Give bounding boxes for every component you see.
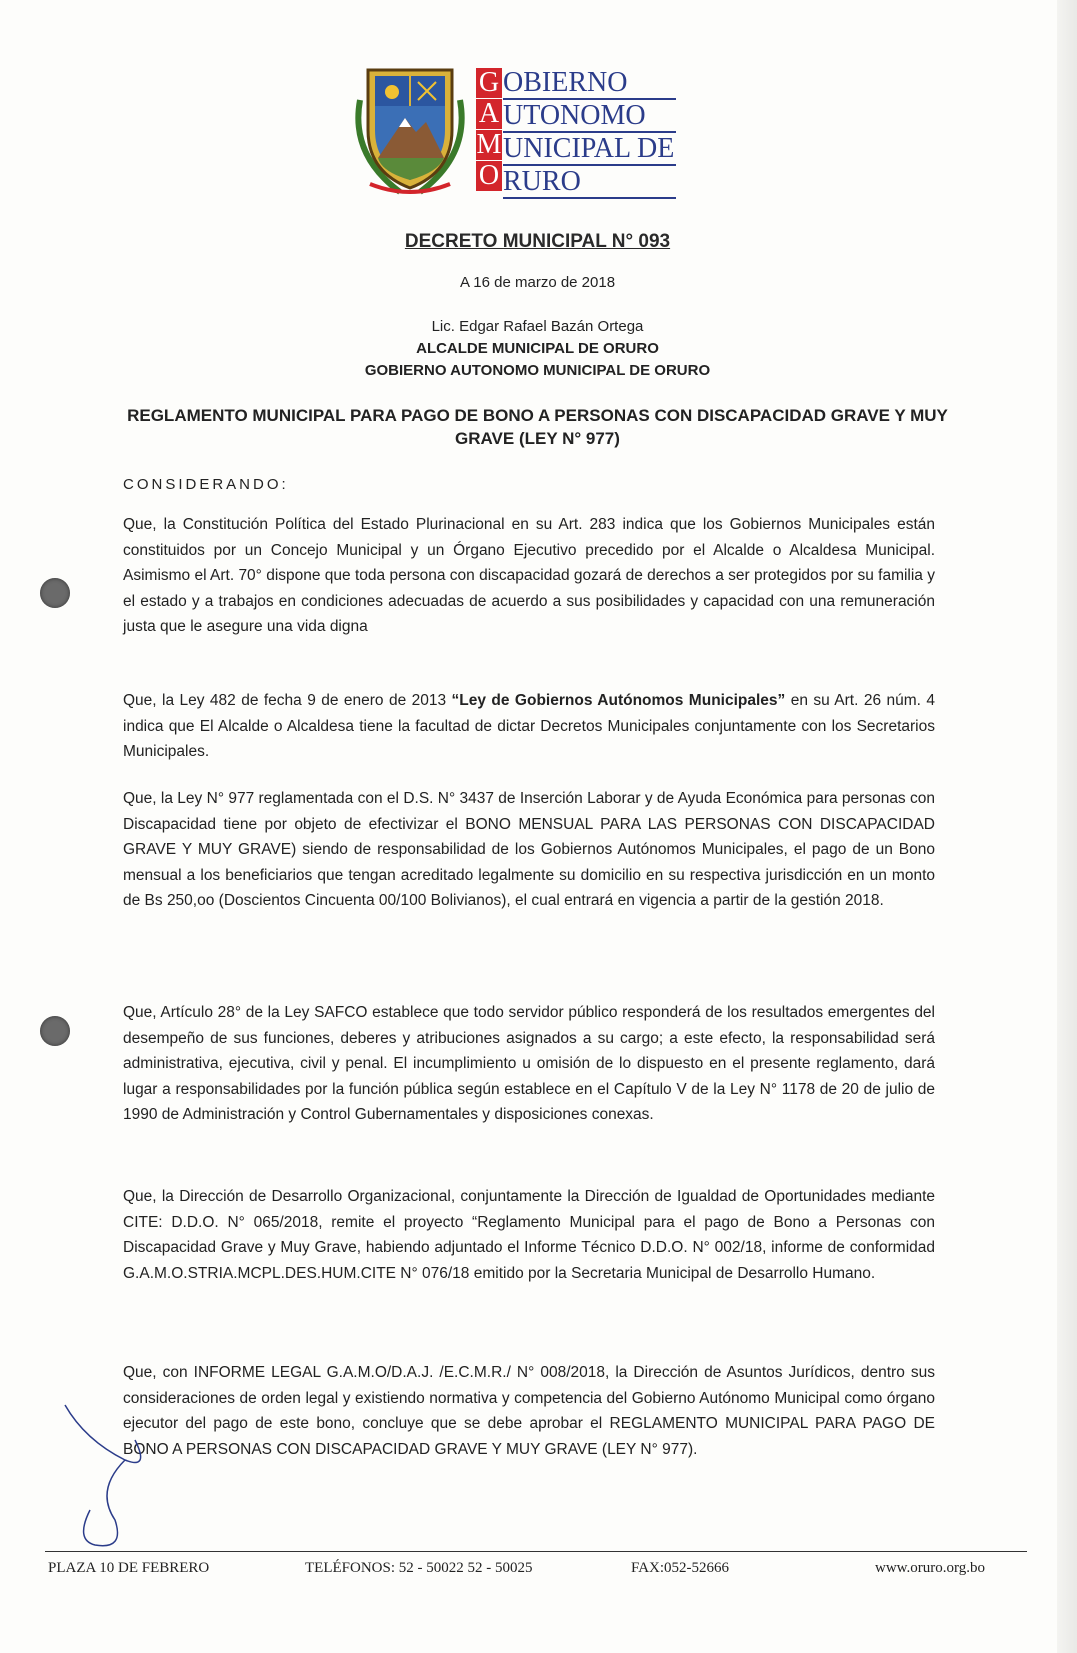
gamo-word: UNICIPAL DE [503,133,675,164]
footer-address: PLAZA 10 DE FEBRERO [48,1560,210,1576]
paragraph: Que, la Ley N° 977 reglamentada con el D.S. N° 3437 de Inserción Laborar y de Ayuda Económica para personas con Discapacidad tiene por objeto de efectivizar el BONO MENSUAL PARA LAS PERSONAS CON DISCAPACIDAD GRAVE Y MUY GRAVE) siendo de responsabilidad de los Gobiernos Autónomos Municipales, el pago de un Bono mensual a los beneficiarios que tengan acreditado legalmente su domicilio en su respectiva jurisdicción en un monto de Bs 250,oo (Doscientos Cincuenta 00/100 Bolivianos), el cual entrará en vigencia a partir de la gestión 2018. [123,790,935,909]
gamo-word: OBIERNO [503,68,676,100]
paragraph: Que, con INFORME LEGAL G.A.M.O/D.A.J. /E.C.M.R./ N° 008/2018, la Dirección de Asuntos Jurídicos, dentro sus consideraciones de orden legal y existiendo normativa y competencia del Gobierno Autónomo Municipal como órgano ejecutor del pago de este bono, concluye que se debe aprobar el REGLAMENTO MUNICIPAL PARA PAGO DE BONO A PERSONAS CON DISCAPACIDAD GRAVE Y MUY GRAVE (LEY N° 977). [123,1364,935,1458]
signer-name: Lic. Edgar Rafael Bazán Ortega [431,318,644,335]
decree-title: DECRETO MUNICIPAL N° 093 [404,231,671,252]
paragraph-text: Que, la Ley 482 de fecha 9 de enero de 2013 [123,692,452,709]
decree-date: A 16 de marzo de 2018 [459,274,616,291]
paragraph-text: en su Art. 26 núm. 4 indica que El Alcalde o Alcaldesa tiene la facultad de dictar Decretos Municipales conjuntamente con los Secretarios Municipales. [123,692,935,760]
gamo-letter: O [476,161,502,191]
footer-phones: TELÉFONOS: 52 - 50022 52 - 50025 [305,1560,533,1576]
gamo-wordmark [503,68,676,200]
signer-government: GOBIERNO AUTONOMO MUNICIPAL DE ORURO [364,362,711,379]
page-edge [1057,0,1077,1653]
footer-fax: FAX:052-52666 [631,1560,730,1576]
handwritten-signature [55,1400,165,1560]
paragraph: Que, Artículo 28° de la Ley SAFCO establece que todo servidor público responderá de los resultados emergentes del desempeño de sus funciones, deberes y atribuciones asignados a su cargo; a este efecto, la responsabilidad será administrativa, ejecutiva, civil y penal. El incumplimiento u omisión de lo dispuesto en el presente reglamento, dará lugar a responsabilidades por la función pública según establece en el Capítulo V de la Ley N° 1178 de 20 de julio de 1990 de Administración y Control Gubernamentales y disposiciones conexas. [123,1004,935,1123]
coat-of-arms-icon [350,60,470,200]
gamo-word: UTONOMO [503,101,676,133]
gamo-letter: G [476,68,502,98]
paragraph: Que, la Constitución Política del Estado Plurinacional en su Art. 283 indica que los Gobiernos Municipales están constituidos por un Concejo Municipal y un Órgano Ejecutivo precedido por el Alcalde o Alcaldesa Municipal. Asimismo el Art. 70° dispone que toda persona con discapacidad gozará de derechos a ser protegidos por su familia y el estado y a trabajos en condiciones adecuadas de acuerdo a sus posibilidades y capacidad con una remuneración justa que le asegure una vida digna [123,516,935,635]
footer-website: www.oruro.org.bo [875,1560,985,1576]
gamo-initials [476,68,502,192]
signer-role: ALCALDE MUNICIPAL DE ORURO [416,340,659,357]
gamo-word: RURO [503,167,676,199]
considerando-heading: CONSIDERANDO: [123,476,289,493]
gamo-letter: M [476,129,502,160]
paragraph: Que, la Dirección de Desarrollo Organizacional, conjuntamente la Dirección de Igualdad de Oportunidades mediante CITE: D.D.O. N° 065/2018, remite el proyecto “Reglamento Municipal para el pago de Bono a Personas con Discapacidad Grave y Muy Grave, habiendo adjuntado el Informe Técnico D.D.O. N° 002/18, informe de conformidad G.A.M.O.STRIA.MCPL.DES.HUM.CITE N° 076/18 emitido por la Secretaria Municipal de Desarrollo Humano. [123,1188,935,1282]
paragraph [123,688,935,765]
footer-divider [45,1551,1027,1552]
punch-hole [40,578,70,608]
regulation-title: REGLAMENTO MUNICIPAL PARA PAGO DE BONO A PERSONAS CON DISCAPACIDAD GRAVE Y MUY GRAVE (LEY N° 977) [127,406,948,448]
gamo-letter: A [476,99,502,129]
letterhead [350,60,750,205]
punch-hole [40,1016,70,1046]
law-name: “Ley de Gobiernos Autónomos Municipales” [451,692,786,709]
